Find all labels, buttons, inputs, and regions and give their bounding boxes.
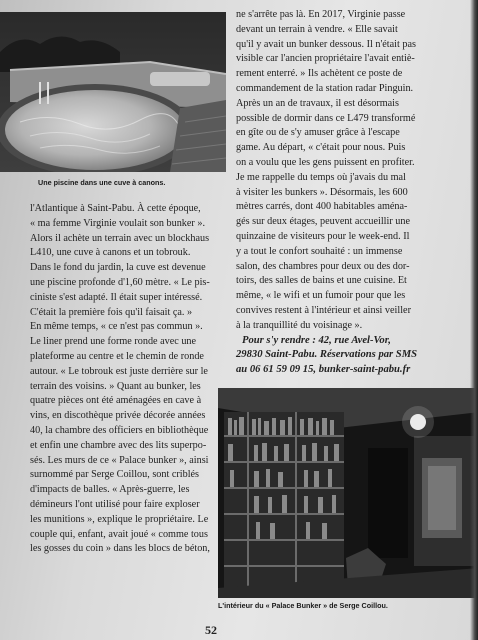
text-line: ne s'arrête pas là. En 2017, Virginie passe bbox=[236, 9, 406, 20]
text-line: les gosses du coin » dans les blocs de béton, bbox=[30, 543, 210, 555]
text-line: qu'il y avait un bunker dessous. Il n'était pas bbox=[236, 38, 416, 50]
text-line: couple qui, enfant, avait joué « comme tous bbox=[30, 528, 208, 540]
text-line: y a tout le confort souhaité : un immense bbox=[236, 245, 403, 257]
text-line: toirs, des salles de bains et une cuisine. Et bbox=[236, 275, 407, 287]
address-line: au 06 61 59 09 15, bunker-saint-pabu.fr bbox=[236, 364, 411, 376]
text-line: game. Au départ, « c'était pour nous. Puis bbox=[236, 142, 406, 154]
bunker-caption: L'intérieur du « Palace Bunker » de Serge Coillou. bbox=[218, 601, 388, 610]
text-line: vins, en discothèque privée décorée années bbox=[30, 410, 206, 422]
left-column bbox=[30, 202, 226, 557]
pool-caption: Une piscine dans une cuve à canons. bbox=[38, 178, 166, 187]
text-line: même, « le wifi et un fumoir pour que les bbox=[236, 290, 406, 302]
text-line: Je me rappelle du temps où j'avais du mal bbox=[236, 171, 406, 183]
page-binding-edge bbox=[470, 0, 478, 640]
text-line: L410, une cuve à canons et un tobrouk. bbox=[30, 247, 191, 259]
text-line: plateforme au centre et le chemin de ronde bbox=[30, 350, 204, 362]
text-line: terrain des voisins. » Quant au bunker, les bbox=[30, 380, 201, 392]
text-line: visible car l'ancien propriétaire l'avait entiè- bbox=[236, 53, 415, 65]
pool-image bbox=[0, 12, 226, 172]
text-line: rement enterré. » Ils achètent ce poste de bbox=[236, 68, 403, 80]
page-number: 52 bbox=[205, 623, 217, 637]
text-line: gés sur deux étages, peuvent accueillir une bbox=[236, 216, 410, 228]
text-line: et enfin une chambre avec des lits superpo- bbox=[30, 439, 207, 451]
text-line: autour. « Le tobrouk est juste derrière sur le bbox=[30, 365, 208, 377]
text-line: d'impacts de balles. « Après-guerre, les bbox=[30, 484, 190, 496]
text-line: on a voulu que les gens puissent en profiter. bbox=[236, 156, 415, 168]
text-line: mètres carrés, dont 400 habitables aména- bbox=[236, 201, 408, 213]
text-line: surnommé par Serge Coillou, sont criblés bbox=[30, 469, 200, 481]
text-line: Dans le fond du jardin, la cuve est devenue bbox=[30, 262, 206, 274]
text-line: sés. Les murs de ce « Palace bunker », ainsi bbox=[30, 454, 209, 466]
text-line: Alors il achète un terrain avec un blockhaus bbox=[30, 232, 210, 244]
text-line: commandement de la station radar Pinguin. bbox=[236, 82, 414, 94]
text-line: les munitions », explique le propriétaire. Le bbox=[30, 513, 209, 525]
pool-photo bbox=[0, 12, 226, 172]
text-line: quatre pièces ont été aménagées en cave à bbox=[30, 395, 202, 407]
text-line: C'était la première fois qu'il faisait ça. » bbox=[30, 306, 193, 318]
text-line: En même temps, « ce n'est pas commun ». bbox=[30, 321, 203, 333]
address-line: 29830 Saint-Pabu. Réservations par SMS bbox=[236, 349, 418, 361]
text-line: à visiter les bunkers ». Désormais, les 600 bbox=[236, 186, 408, 198]
text-line: en gîte ou de s'y amuser grâce à l'escape bbox=[236, 127, 400, 139]
text-line: une piscine profonde d'1,60 mètre. « Le pis- bbox=[30, 276, 210, 288]
text-line: « ma femme Virginie voulait son bunker ». bbox=[30, 217, 205, 229]
text-line: démineurs l'ont utilisé pour faire exploser bbox=[30, 498, 200, 510]
bunker-interior-photo bbox=[218, 388, 478, 598]
text-line: possible de dormir dans ce L479 transformé bbox=[236, 112, 416, 124]
text-line: convives restent à l'intérieur et ainsi veiller bbox=[236, 304, 411, 316]
right-column bbox=[236, 8, 468, 378]
text-line: Après un an de travaux, il est désormais bbox=[236, 97, 399, 109]
text-line: Le liner prend une forme ronde avec une bbox=[30, 336, 197, 348]
address-line: Pour s'y rendre : 42, rue Avel-Vor, bbox=[242, 334, 391, 346]
text-line: à la tranquillité du voisinage ». bbox=[236, 319, 363, 331]
text-line: 40, la chambre des officiers en bibliothèque bbox=[30, 424, 209, 436]
text-line: quinzaine de visiteurs pour le week-end. Il bbox=[236, 230, 410, 242]
text-line: salon, des chambres pour deux ou des dor- bbox=[236, 260, 410, 272]
text-line: l'Atlantique à Saint-Pabu. À cette époque, bbox=[30, 203, 201, 214]
text-line: ciniste s'est adapté. Il était super intéressé. bbox=[30, 291, 203, 303]
text-line: devant un terrain à vendre. « Elle savait bbox=[236, 23, 398, 35]
bunker-interior-image bbox=[218, 388, 478, 598]
